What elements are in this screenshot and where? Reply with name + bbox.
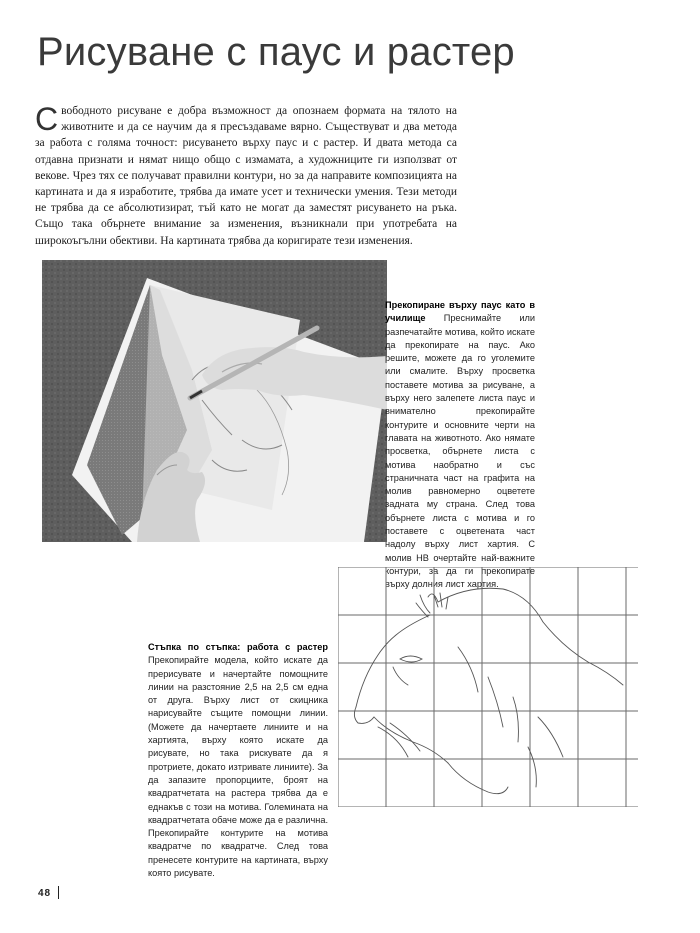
caption-tracing-text: Преснимайте или разпечатайте мотива, който искате да прекопирате на паус. Ако решите, можете да го уголемите или смалите. Върху просветка поставете мотива за рисуване, а върху него залепете листа паус и внимателно прекопирайте контурите и основните черти на главата на животното. Ако нямате просветка, обърнете листа с мотива наобратно и със страничната част на графита на молив равномерно оцветете задната му страна. След това обърнете листа с мотива и го поставете с оцветената част надолу върху лист хартия. С молив HB очертайте най-важните контури, за да ги прекопирате върху долния лист хартия.: [385, 313, 535, 590]
page-title: Рисуване с паус и растер: [37, 30, 515, 74]
intro-paragraph: [35, 103, 457, 249]
intro-text: вободното рисуване е добра възможност да опознаем формата на тялото на животните и да се научим да я пресъздаваме вярно. Съществуват и два метода за работа с голяма точност: рисуването върху паус и с растер. И двата метода са отдавна признати и нямат нищо общо с измамата, а художниците ги използват от векове. Чрез тях се получават правилни контури, но за да направите композицията на картината и да я изработите, трябва да имате усет и технически умения. Тези методи не трябва да се абсолютизират, тъй като не могат да заместят рисуването на ръка. Също така обърнете внимание за изменения, възникнали при употребата на широкоъгълни обективи. На картината трябва да коригирате тези изменения.: [35, 105, 457, 247]
caption-grid-heading: Стъпка по стъпка: работа с растер: [148, 642, 328, 652]
caption-tracing-heading: Прекопиране върху паус като в училище: [385, 300, 535, 324]
caption-tracing: [385, 299, 535, 592]
grid-lion-drawing: [338, 567, 638, 807]
caption-grid-text: Прекопирайте модела, който искате да прерисувате и начертайте помощните линии на разстояние 2,5 на 2,5 см една от друга. Върху лист от скицника нарисувайте същите помощни линии. (Можете да начертаете линиите и на хартията, върху която искате да рисувате, но така рискувате да я протриете, докато изтривате линиите). За да запазите пропорциите, броят на квадратчетата на растера трябва да е еднакъв с този на мотива. Големината на квадратчетата обаче може да е различна. Прекопирайте контурите на мотива квадратче по квадратче. След това пренесете контурите на картината, върху която рисувате.: [148, 655, 328, 879]
page-number-divider: [58, 886, 59, 899]
caption-grid: [148, 641, 328, 880]
drop-cap: С: [35, 101, 59, 137]
page-number: 48: [38, 888, 52, 899]
tracing-photo: [42, 260, 387, 542]
